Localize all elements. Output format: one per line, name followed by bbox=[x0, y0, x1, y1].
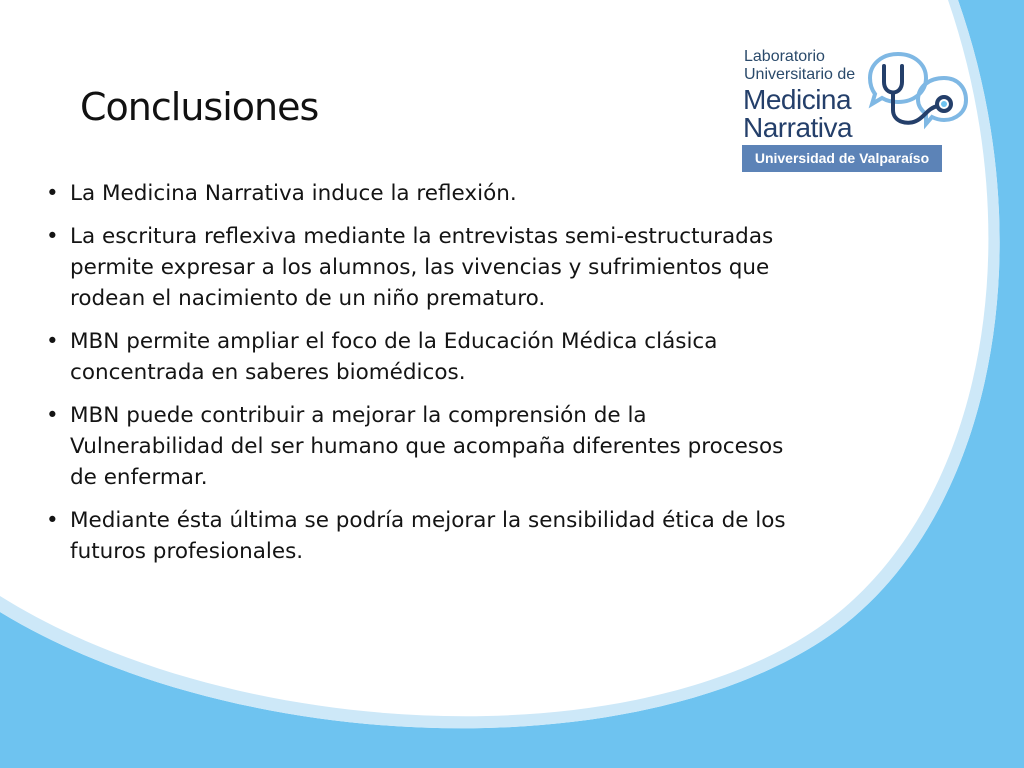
slide-title: Conclusiones bbox=[80, 85, 319, 129]
bullet-marker: • bbox=[46, 508, 59, 533]
bullet-list bbox=[44, 178, 800, 579]
bullet-marker: • bbox=[46, 403, 59, 428]
bullet-item bbox=[44, 326, 800, 388]
bullet-text: Mediante ésta última se podría mejorar la sensibilidad ética de los futuros profesionales. bbox=[70, 508, 786, 564]
logo-line-universitario: Universitario de bbox=[744, 66, 856, 83]
logo-line-medicina: Medicina bbox=[743, 84, 852, 115]
bullet-marker: • bbox=[46, 329, 59, 354]
stethoscope-speech-bubbles-icon bbox=[862, 48, 968, 144]
bullet-marker: • bbox=[46, 181, 59, 206]
bullet-item bbox=[44, 221, 800, 314]
bullet-item bbox=[44, 178, 800, 209]
logo-line-narrativa: Narrativa bbox=[743, 112, 853, 143]
logo-line-laboratorio: Laboratorio bbox=[744, 48, 825, 65]
bullet-marker: • bbox=[46, 224, 59, 249]
bullet-item bbox=[44, 400, 800, 493]
bullet-text: La escritura reflexiva mediante la entrevistas semi-estructuradas permite expresar a los alumnos, las vivencias y sufrimientos que rodean el nacimiento de un niño prematuro. bbox=[70, 224, 774, 311]
bullet-text: La Medicina Narrativa induce la reflexión. bbox=[70, 181, 517, 206]
lab-logo bbox=[738, 44, 970, 174]
bullet-text: MBN puede contribuir a mejorar la comprensión de la Vulnerabilidad del ser humano que acompaña diferentes procesos de enfermar. bbox=[70, 403, 784, 490]
university-bar: Universidad de Valparaíso bbox=[742, 145, 942, 172]
bullet-text: MBN permite ampliar el foco de la Educación Médica clásica concentrada en saberes biomédicos. bbox=[70, 329, 718, 385]
bullet-item bbox=[44, 505, 800, 567]
